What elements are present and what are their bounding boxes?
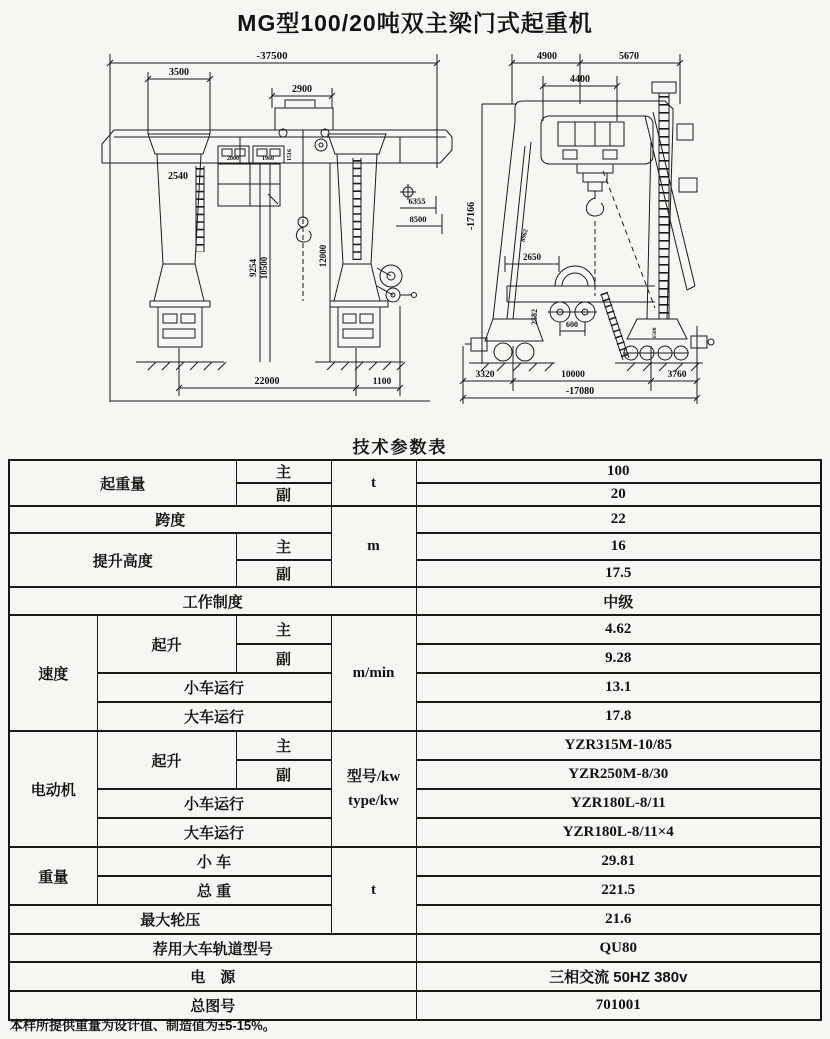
label-capacity-main: 主	[236, 460, 331, 483]
dim-overall-label: -37500	[256, 50, 288, 62]
label-height-aux: 副	[236, 560, 331, 587]
dim-box-a-label: 2000	[227, 156, 239, 162]
value-duty: 中级	[416, 587, 821, 615]
label-height: 提升高度	[9, 533, 236, 587]
label-speed: 速度	[9, 615, 97, 731]
dim-trolley-width-label: 2900	[292, 84, 312, 95]
dim-base-total-label: -17080	[565, 386, 595, 397]
label-motor-hoist: 起升	[97, 731, 236, 789]
label-speed-main: 主	[236, 615, 331, 644]
value-span: 22	[416, 506, 821, 533]
value-motor-main: YZR315M-10/85	[416, 731, 821, 760]
label-height-main: 主	[236, 533, 331, 560]
value-height-aux: 17.5	[416, 560, 821, 587]
parameters-table	[8, 459, 822, 1021]
label-wheel-load: 最大轮压	[9, 905, 331, 934]
value-drawing-no: 701001	[416, 991, 821, 1020]
technical-drawings	[0, 44, 830, 434]
dim-bogie-height-label: 2582	[530, 309, 539, 325]
dim-wheel-base-label: 10000	[561, 370, 585, 380]
dim-leg-diag-label: 8962	[519, 228, 530, 243]
dim-total-height-label: -17166	[466, 201, 477, 231]
side-view-drawing	[455, 46, 830, 431]
label-motor-aux: 副	[236, 760, 331, 789]
footnote: 本样所提供重量为设计值、制造值为±5-15%。	[10, 1018, 276, 1033]
dim-aux-hook-label: 6355	[408, 196, 426, 206]
dim-overhang-label: 1100	[372, 377, 392, 387]
value-capacity-aux: 20	[416, 483, 821, 506]
label-drawing-no: 总图号	[9, 991, 416, 1020]
value-speed-aux: 9.28	[416, 644, 821, 673]
dim-main-hook-label: 8500	[409, 214, 427, 224]
label-speed-trolley: 小车运行	[97, 673, 331, 702]
value-weight-total: 221.5	[416, 876, 821, 905]
label-power: 电 源	[9, 962, 416, 991]
value-capacity-main: 100	[416, 460, 821, 483]
label-motor-gantry: 大车运行	[97, 818, 331, 847]
dim-box-b-label: 1960	[262, 156, 274, 162]
value-weight-trolley: 29.81	[416, 847, 821, 876]
dim-base-right-label: 3760	[667, 370, 687, 380]
front-view-drawing	[100, 46, 460, 422]
unit-motor	[331, 731, 416, 847]
label-rail: 荐用大车轨道型号	[9, 934, 416, 962]
dim-span-label: 22000	[254, 376, 280, 387]
unit-motor-line1: 型号/kw	[346, 769, 401, 785]
value-height-main: 16	[416, 533, 821, 560]
label-weight-trolley: 小 车	[97, 847, 331, 876]
label-motor: 电动机	[9, 731, 97, 847]
value-power: 三相交流 50HZ 380v	[416, 962, 821, 991]
table-title: 技术参数表	[352, 438, 448, 457]
label-duty: 工作制度	[9, 587, 416, 615]
page-title: MG型100/20吨双主梁门式起重机	[237, 10, 593, 36]
dim-top-right-label: 5670	[619, 51, 639, 62]
dim-wheel-gauge-label: 600	[566, 320, 578, 329]
value-speed-trolley: 13.1	[416, 673, 821, 702]
label-speed-aux: 副	[236, 644, 331, 673]
unit-speed: m/min	[331, 615, 416, 731]
value-speed-gantry: 17.8	[416, 702, 821, 731]
value-motor-gantry: YZR180L-8/11×4	[416, 818, 821, 847]
dim-box-c-label: 1516	[287, 149, 293, 161]
unit-capacity: t	[331, 460, 416, 506]
dim-height3-label: 12000	[318, 244, 328, 268]
dim-height2-label: 10500	[259, 256, 269, 280]
dim-top-inner-label: 4400	[570, 74, 590, 85]
dim-small-label: 1500	[652, 327, 658, 339]
label-weight: 重量	[9, 847, 97, 905]
dim-leg-width-label: 2540	[168, 171, 188, 182]
label-weight-total: 总 重	[97, 876, 331, 905]
unit-span-height: m	[331, 506, 416, 587]
dim-top-left-label: 4900	[537, 51, 557, 62]
dim-base-left-label: 3320	[475, 370, 495, 380]
value-motor-aux: YZR250M-8/30	[416, 760, 821, 789]
label-motor-main: 主	[236, 731, 331, 760]
front-view-structure	[102, 54, 452, 402]
dim-height1-label: 9254	[248, 259, 258, 277]
label-motor-trolley: 小车运行	[97, 789, 331, 818]
unit-motor-line2: type/kw	[348, 793, 399, 809]
dim-cab-width-label: 3500	[169, 67, 189, 78]
value-motor-trolley: YZR180L-8/11	[416, 789, 821, 818]
label-capacity-aux: 副	[236, 483, 331, 506]
value-wheel-load: 21.6	[416, 905, 821, 934]
value-rail: QU80	[416, 934, 821, 962]
dim-leg-offset-label: 2650	[523, 252, 541, 262]
label-span: 跨度	[9, 506, 331, 533]
label-capacity: 起重量	[9, 460, 236, 506]
unit-weight: t	[331, 847, 416, 934]
side-view-structure	[460, 54, 714, 404]
label-speed-hoist: 起升	[97, 615, 236, 673]
value-speed-main: 4.62	[416, 615, 821, 644]
label-speed-gantry: 大车运行	[97, 702, 331, 731]
